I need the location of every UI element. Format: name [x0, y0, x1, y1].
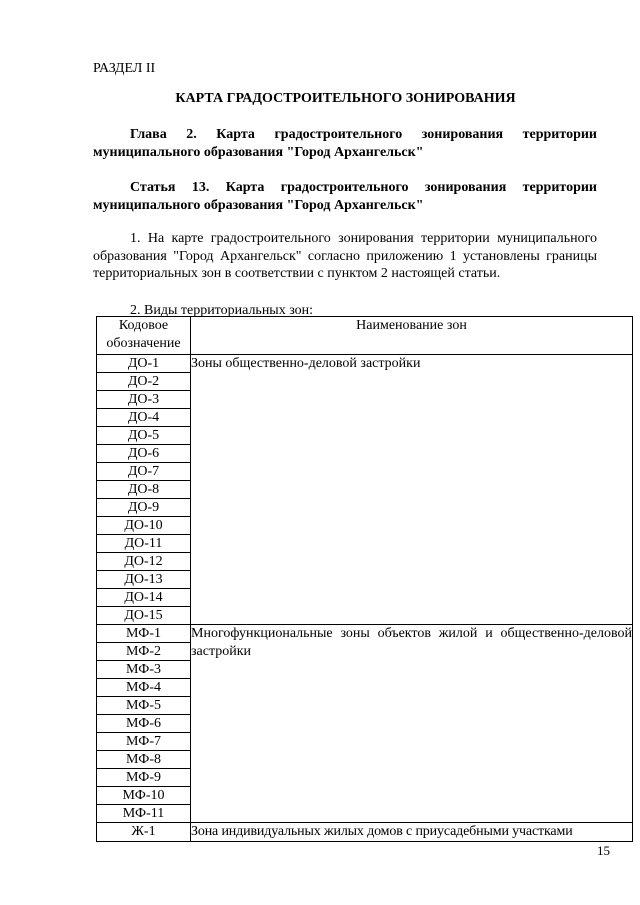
table-row	[97, 823, 633, 842]
zone-code-cell: ДО-9	[97, 499, 191, 517]
page-title: КАРТА ГРАДОСТРОИТЕЛЬНОГО ЗОНИРОВАНИЯ	[175, 91, 516, 106]
zone-code-cell: ДО-11	[97, 535, 191, 553]
zone-code-cell: ДО-7	[97, 463, 191, 481]
zone-code-cell: ДО-12	[97, 553, 191, 571]
article-heading: Статья 13. Карта градостроительного зонирования территории муниципального образования "Город Архангельск"	[93, 180, 597, 213]
zone-code-cell: МФ-7	[97, 733, 191, 751]
zone-code-cell: МФ-6	[97, 715, 191, 733]
paragraph-2: 2. Виды территориальных зон:	[130, 303, 314, 318]
zone-code-cell: МФ-11	[97, 805, 191, 823]
zone-code-cell: ДО-5	[97, 427, 191, 445]
zone-code-cell: МФ-1	[97, 625, 191, 643]
zone-code-cell: Ж-1	[97, 823, 191, 842]
page-number: 15	[597, 843, 610, 858]
zone-code-cell: МФ-5	[97, 697, 191, 715]
zone-name-cell: Многофункциональные зоны объектов жилой и общественно-деловой застройки	[191, 625, 633, 823]
zone-code-cell: ДО-1	[97, 355, 191, 373]
zones-table	[96, 316, 633, 842]
zone-code-cell: ДО-8	[97, 481, 191, 499]
zone-code-cell: ДО-4	[97, 409, 191, 427]
zone-code-cell: ДО-13	[97, 571, 191, 589]
paragraph-1: 1. На карте градостроительного зонирования территории муниципального образования "Город Архангельск" согласно приложению 1 установлены границы территориальных зон в соответствии с пунктом 2 настоящей статьи.	[93, 231, 597, 281]
zone-code-cell: МФ-4	[97, 679, 191, 697]
zone-code-cell: ДО-15	[97, 607, 191, 625]
table-header-row	[97, 317, 633, 355]
table-row	[97, 625, 633, 643]
zone-code-cell: МФ-9	[97, 769, 191, 787]
zones-table-body	[97, 355, 633, 842]
header-code: Кодовое обозначение	[97, 317, 191, 355]
zone-code-cell: МФ-3	[97, 661, 191, 679]
zone-code-cell: ДО-14	[97, 589, 191, 607]
zone-name-cell: Зоны общественно-деловой застройки	[191, 355, 633, 625]
chapter-heading: Глава 2. Карта градостроительного зонирования территории муниципального образования "Город Архангельск"	[93, 127, 597, 160]
zone-code-cell: ДО-10	[97, 517, 191, 535]
section-heading: РАЗДЕЛ II	[93, 61, 156, 76]
zone-code-cell: ДО-3	[97, 391, 191, 409]
zone-code-cell: ДО-6	[97, 445, 191, 463]
table-row	[97, 355, 633, 373]
zone-code-cell: МФ-2	[97, 643, 191, 661]
zone-code-cell: МФ-10	[97, 787, 191, 805]
zone-name-cell: Зона индивидуальных жилых домов с приусадебными участками	[191, 823, 633, 842]
zone-code-cell: МФ-8	[97, 751, 191, 769]
header-name: Наименование зон	[191, 317, 633, 355]
zone-code-cell: ДО-2	[97, 373, 191, 391]
